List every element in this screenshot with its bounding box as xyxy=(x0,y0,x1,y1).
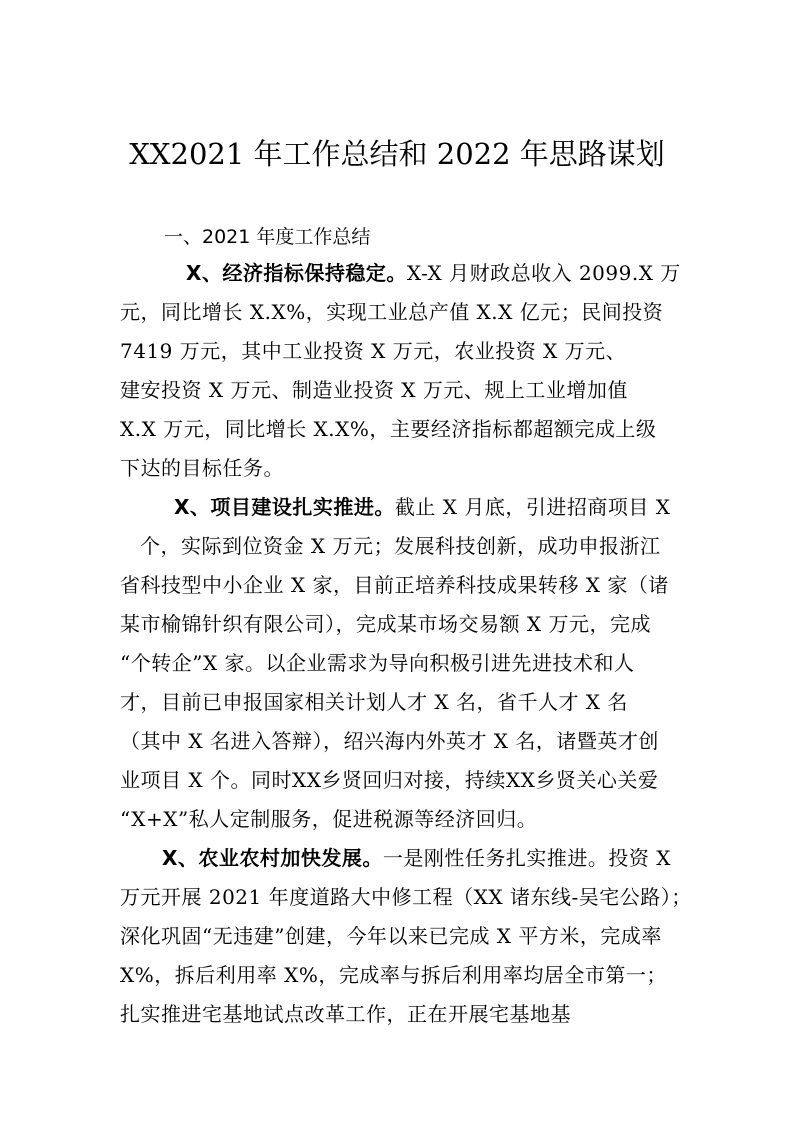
paragraph-line: 省科技型中小企业 X 家，目前正培养科技成果转移 X 家（诸 xyxy=(120,573,669,597)
paragraph-line: 下达的目标任务。 xyxy=(120,456,284,480)
paragraph-line: “X+X”私人定制服务，促进税源等经济回归。 xyxy=(120,807,538,831)
paragraph-line: 扎实推进宅基地试点改革工作，正在开展宅基地基 xyxy=(120,1002,571,1026)
paragraph-lead: X、经济指标保持稳定。 xyxy=(186,261,407,285)
paragraph-line: 7419 万元，其中工业投资 X 万元，农业投资 X 万元、 xyxy=(120,339,627,363)
paragraph-lead: X、项目建设扎实推进。 xyxy=(174,495,395,519)
paragraph-text: X-X 月财政总收入 2099.X 万 xyxy=(406,261,681,285)
paragraph-line xyxy=(162,841,671,875)
paragraph-line: 某市榆锦针织有限公司），完成某市场交易额 X 万元，完成 xyxy=(120,612,651,636)
paragraph-line: 元，同比增长 X.X%，实现工业总产值 X.X 亿元；民间投资 xyxy=(120,300,664,324)
document-title: XX2021 年工作总结和 2022 年思路谋划 xyxy=(129,137,665,171)
paragraph-line: “个转企”X 家。以企业需求为导向积极引进先进技术和人 xyxy=(120,651,635,675)
paragraph-text: 截止 X 月底，引进招商项目 X xyxy=(394,495,671,519)
paragraph-line xyxy=(174,490,670,524)
paragraph-line xyxy=(186,256,681,290)
paragraph-line: X.X 万元，同比增长 X.X%，主要经济指标都超额完成上级 xyxy=(120,417,657,441)
section-heading: 一、2021 年度工作总结 xyxy=(164,226,371,248)
paragraph-line: X%，拆后利用率 X%，完成率与拆后利用率均居全市第一； xyxy=(120,963,667,987)
paragraph-line: 才，目前已申报国家相关计划人才 X 名，省千人才 X 名 xyxy=(120,690,628,714)
paragraph-line: 万元开展 2021 年度道路大中修工程（XX 诸东线-吴宅公路）； xyxy=(120,885,692,909)
paragraph-line: 业项目 X 个。同时XX乡贤回归对接，持续XX乡贤关心关爱 xyxy=(120,768,659,792)
paragraph-line: （其中 X 名进入答辩），绍兴海内外英才 X 名，诸暨英才创 xyxy=(120,729,659,753)
paragraph-line: 建安投资 X 万元、制造业投资 X 万元、规上工业增加值 xyxy=(120,378,628,402)
paragraph-text: 一是刚性任务扎实推进。投资 X xyxy=(382,846,672,870)
paragraph-line: 深化巩固“无违建”创建，今年以来已完成 X 平方米，完成率 xyxy=(120,924,662,948)
paragraph-lead: X、农业农村加快发展。 xyxy=(162,846,383,870)
paragraph-line: 个，实际到位资金 X 万元；发展科技创新，成功申报浙江 xyxy=(140,534,661,558)
